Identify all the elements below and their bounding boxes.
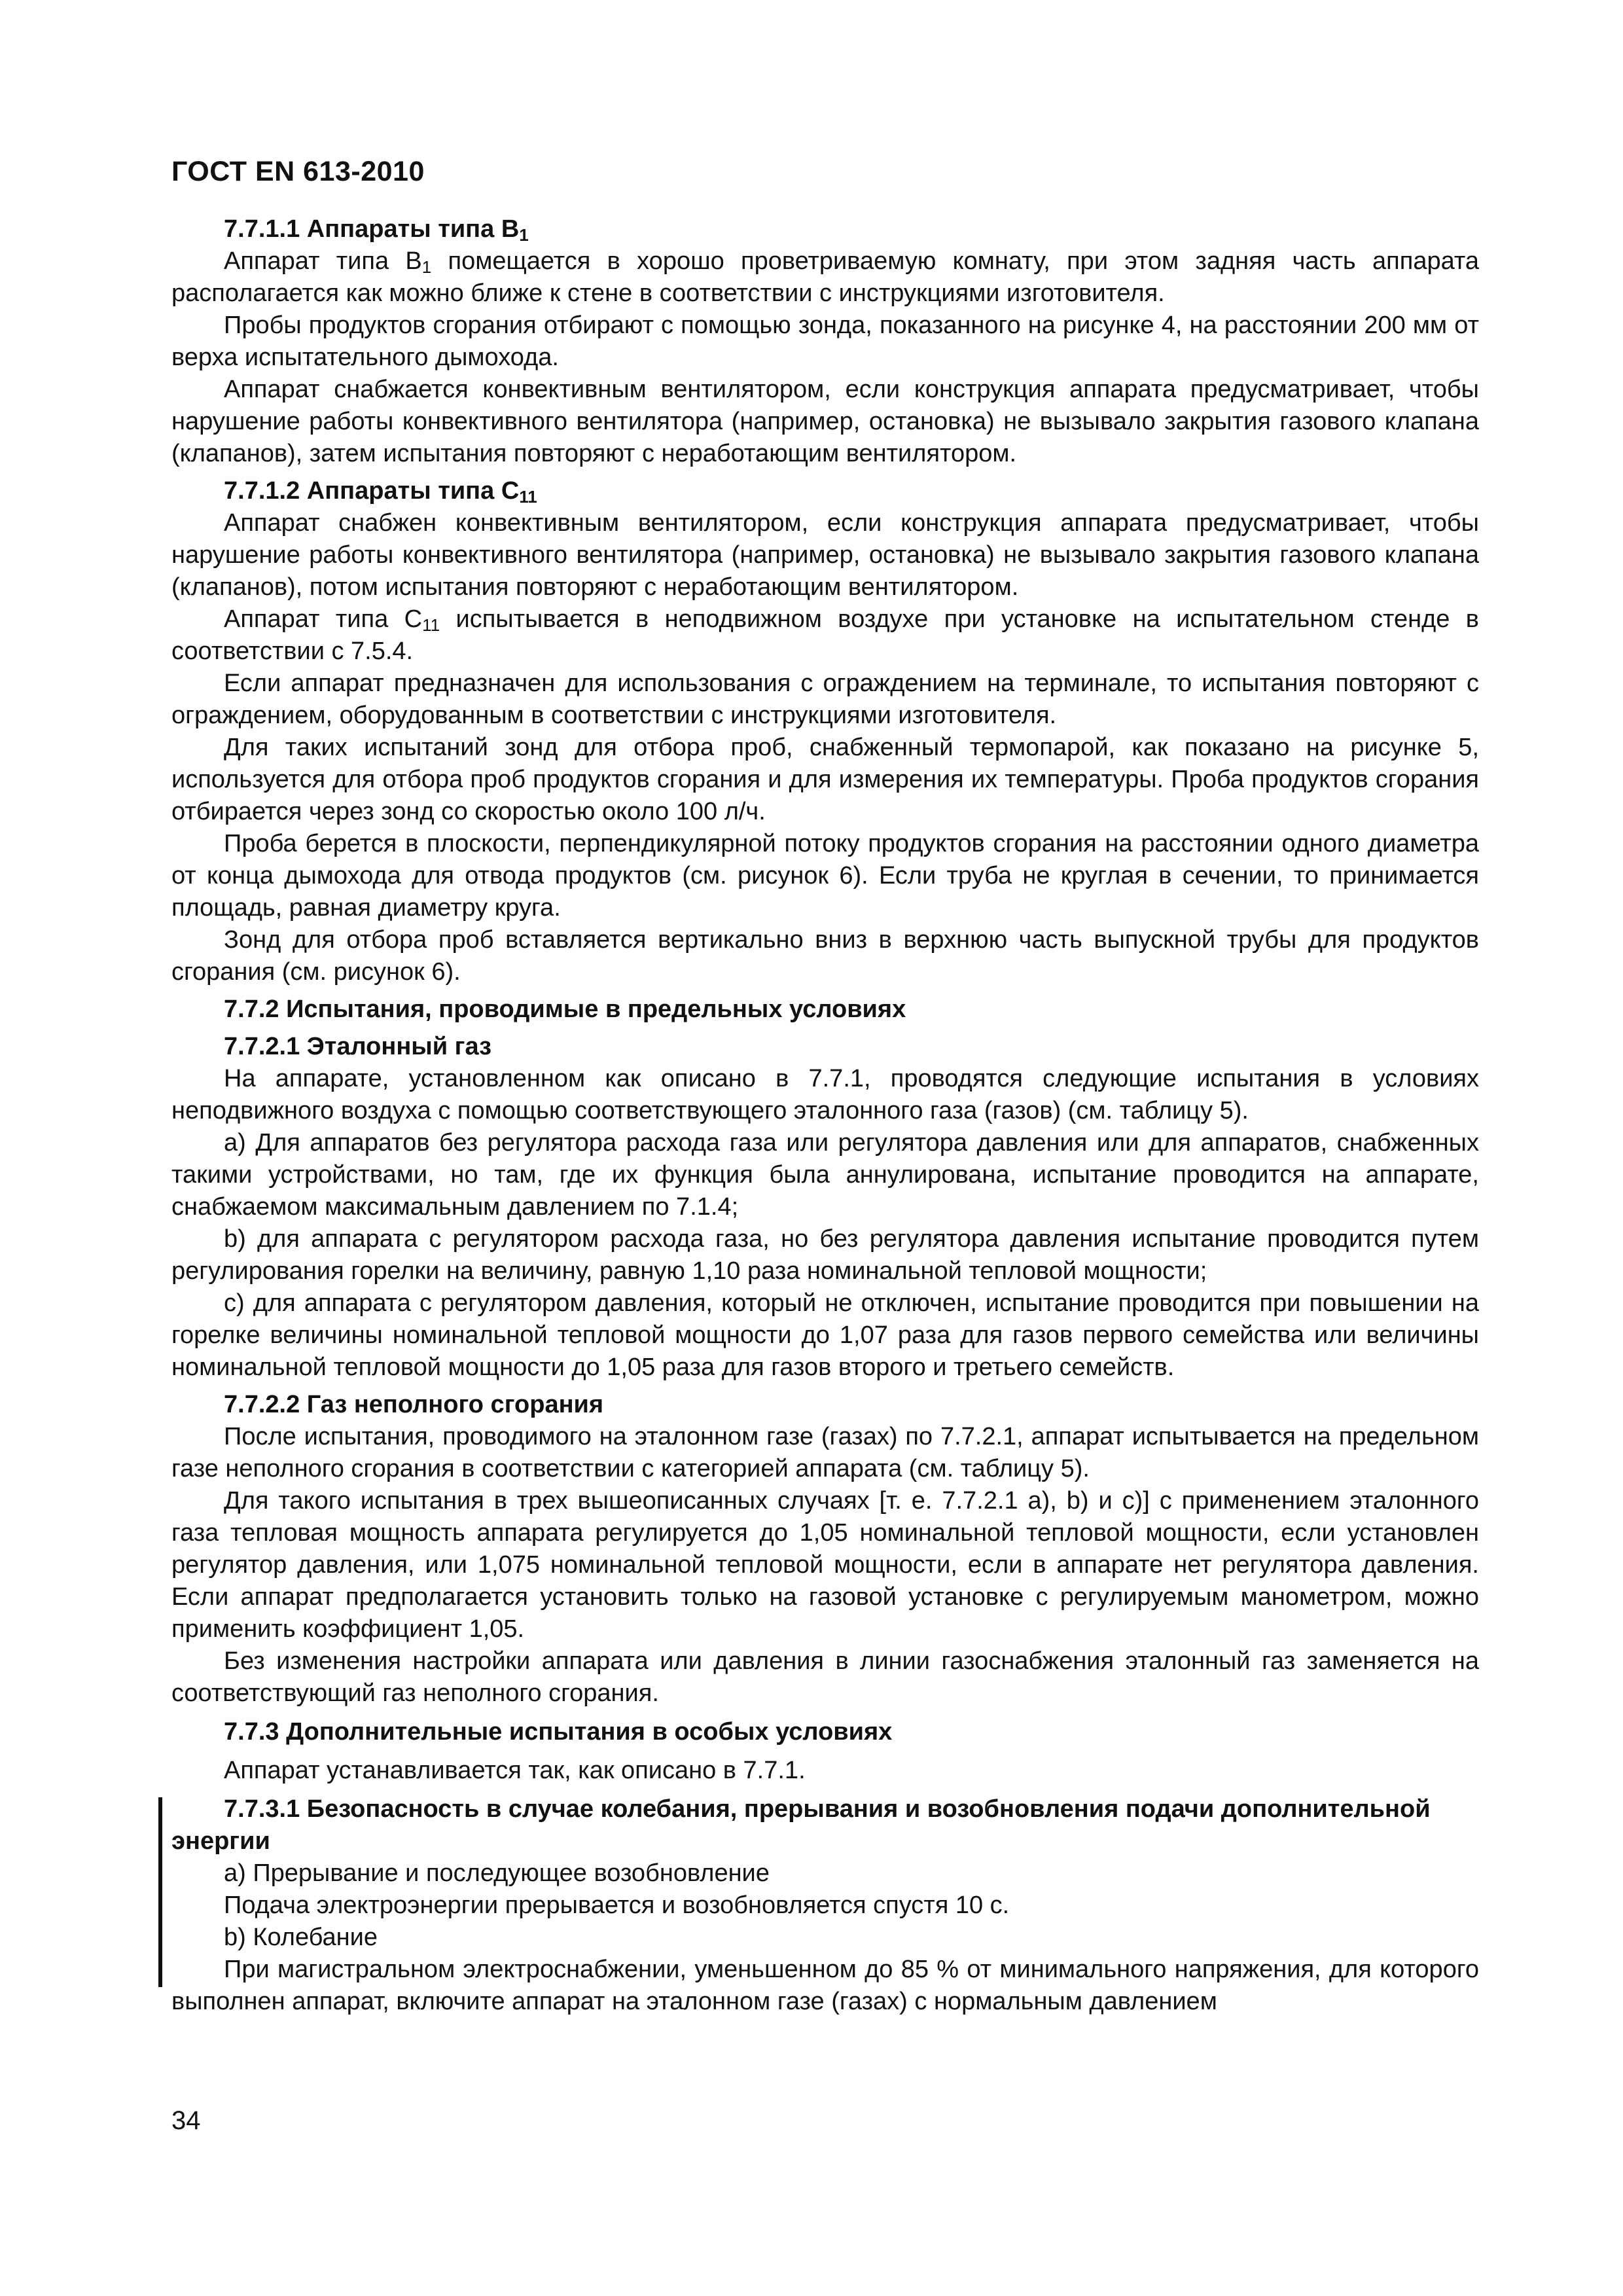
section-7-7-1-2-heading: 7.7.1.2 Аппараты типа $C_{11}$	[224, 477, 537, 507]
paragraph: Пробы продуктов сгорания отбирают с помощью зонда, показанного на рисунке 4, на расстоянии 200 мм от верха испытательного дымохода.	[171, 312, 1479, 371]
page-content	[171, 213, 1479, 2018]
section-7-7-3-heading: 7.7.3 Дополнительные испытания в особых условиях	[224, 1718, 893, 1746]
paragraph: При магистральном электроснабжении, уменьшенном до 85 % от минимального напряжения, для которого выполнен аппарат, включите аппарат на эталонном газе (газах) с нормальным давлением	[171, 1956, 1479, 2015]
paragraph: Для таких испытаний зонд для отбора проб, снабженный термопарой, как показано на рисунке 5, используется для отбора проб продуктов сгорания и для измерения их температуры. Проба продуктов сгорания отбирается через зонд со скоростью около 100 л/ч.	[171, 734, 1479, 825]
page-number: 34	[171, 2106, 201, 2135]
section-7-7-2-2-heading: 7.7.2.2 Газ неполного сгорания	[224, 1391, 604, 1418]
list-item-a: a) Прерывание и последующее возобновление	[224, 1859, 770, 1887]
paragraph: Без изменения настройки аппарата или давления в линии газоснабжения эталонный газ заменяется на соответствующий газ неполного сгорания.	[171, 1647, 1479, 1707]
paragraph: После испытания, проводимого на эталонном газе (газах) по 7.7.2.1, аппарат испытывается на предельном газе неполного сгорания в соответствии с категорией аппарата (см. таблицу 5).	[171, 1423, 1479, 1482]
paragraph: Подача электроэнергии прерывается и возобновляется спустя 10 с.	[224, 1892, 1010, 1919]
paragraph: Проба берется в плоскости, перпендикулярной потоку продуктов сгорания на расстоянии одного диаметра от конца дымохода для отвода продуктов (см. рисунок 6). Если труба не круглая в сечении, то принимается площадь, равная диаметру круга.	[171, 830, 1479, 922]
amended-block	[171, 1793, 1479, 1954]
paragraph: Аппарат типа $C_{11}$ испытывается в неподвижном воздухе при установке на испытательном стенде в соответствии с 7.5.4.	[171, 605, 1479, 665]
standard-header: ГОСТ EN 613-2010	[171, 156, 425, 187]
paragraph: Аппарат типа $B_1$ помещается в хорошо проветриваемую комнату, при этом задняя часть аппарата располагается как можно ближе к стене в соответствии с инструкциями изготовителя.	[171, 247, 1479, 307]
section-7-7-2-heading: 7.7.2 Испытания, проводимые в предельных условиях	[224, 996, 906, 1023]
list-item-b: b) Колебание	[224, 1924, 378, 1951]
paragraph: Для такого испытания в трех вышеописанных случаях [т. е. 7.7.2.1 a), b) и c)] с применением эталонного газа тепловая мощность аппарата регулируется до 1,05 номинальной тепловой мощности, если установлен регулятор давления, или 1,075 номинальной тепловой мощности, если в аппарате нет регулятора давления. Если аппарат предполагается установить только на газовой установке с регулируемым манометром, можно применить коэффициент 1,05.	[171, 1487, 1479, 1643]
paragraph: Аппарат снабжен конвективным вентилятором, если конструкция аппарата предусматривает, чтобы нарушение работы конвективного вентилятора (например, остановка) не вызывало закрытия газового клапана (клапанов), потом испытания повторяют с неработающим вентилятором.	[171, 509, 1479, 601]
paragraph: Если аппарат предназначен для использования с ограждением на терминале, то испытания повторяют с ограждением, оборудованным в соответствии с инструкциями изготовителя.	[171, 670, 1479, 729]
paragraph: Аппарат устанавливается так, как описано в 7.7.1.	[224, 1757, 806, 1784]
section-7-7-1-1-heading: 7.7.1.1 Аппараты типа $B_1$	[224, 215, 529, 245]
section-7-7-3-1-heading: 7.7.3.1 Безопасность в случае колебания, прерывания и возобновления подачи дополнительной энергии	[171, 1795, 1431, 1855]
paragraph: Аппарат снабжается конвективным вентилятором, если конструкция аппарата предусматривает, чтобы нарушение работы конвективного вентилятора (например, остановка) не вызывало закрытия газового клапана (клапанов), затем испытания повторяют с неработающим вентилятором.	[171, 376, 1479, 467]
list-item-c: c) для аппарата с регулятором давления, который не отключен, испытание проводится при повышении на горелке величины номинальной тепловой мощности до 1,07 раза для газов первого семейства или величины номинальной тепловой мощности до 1,05 раза для газов второго и третьего семейств.	[171, 1289, 1479, 1381]
change-bar	[158, 1797, 162, 1987]
section-7-7-2-1-heading: 7.7.2.1 Эталонный газ	[224, 1033, 491, 1060]
paragraph: Зонд для отбора проб вставляется вертикально вниз в верхнюю часть выпускной трубы для продуктов сгорания (см. рисунок 6).	[171, 926, 1479, 986]
list-item-a: a) Для аппаратов без регулятора расхода газа или регулятора давления или для аппаратов, снабженных такими устройствами, но там, где их функция была аннулирована, испытание проводится на аппарате, снабжаемом максимальным давлением по 7.1.4;	[171, 1129, 1479, 1221]
paragraph: На аппарате, установленном как описано в 7.7.1, проводятся следующие испытания в условиях неподвижного воздуха с помощью соответствующего эталонного газа (газов) (см. таблицу 5).	[171, 1065, 1479, 1124]
list-item-b: b) для аппарата с регулятором расхода газа, но без регулятора давления испытание проводится путем регулирования горелки на величину, равную 1,10 раза номинальной тепловой мощности;	[171, 1225, 1479, 1285]
